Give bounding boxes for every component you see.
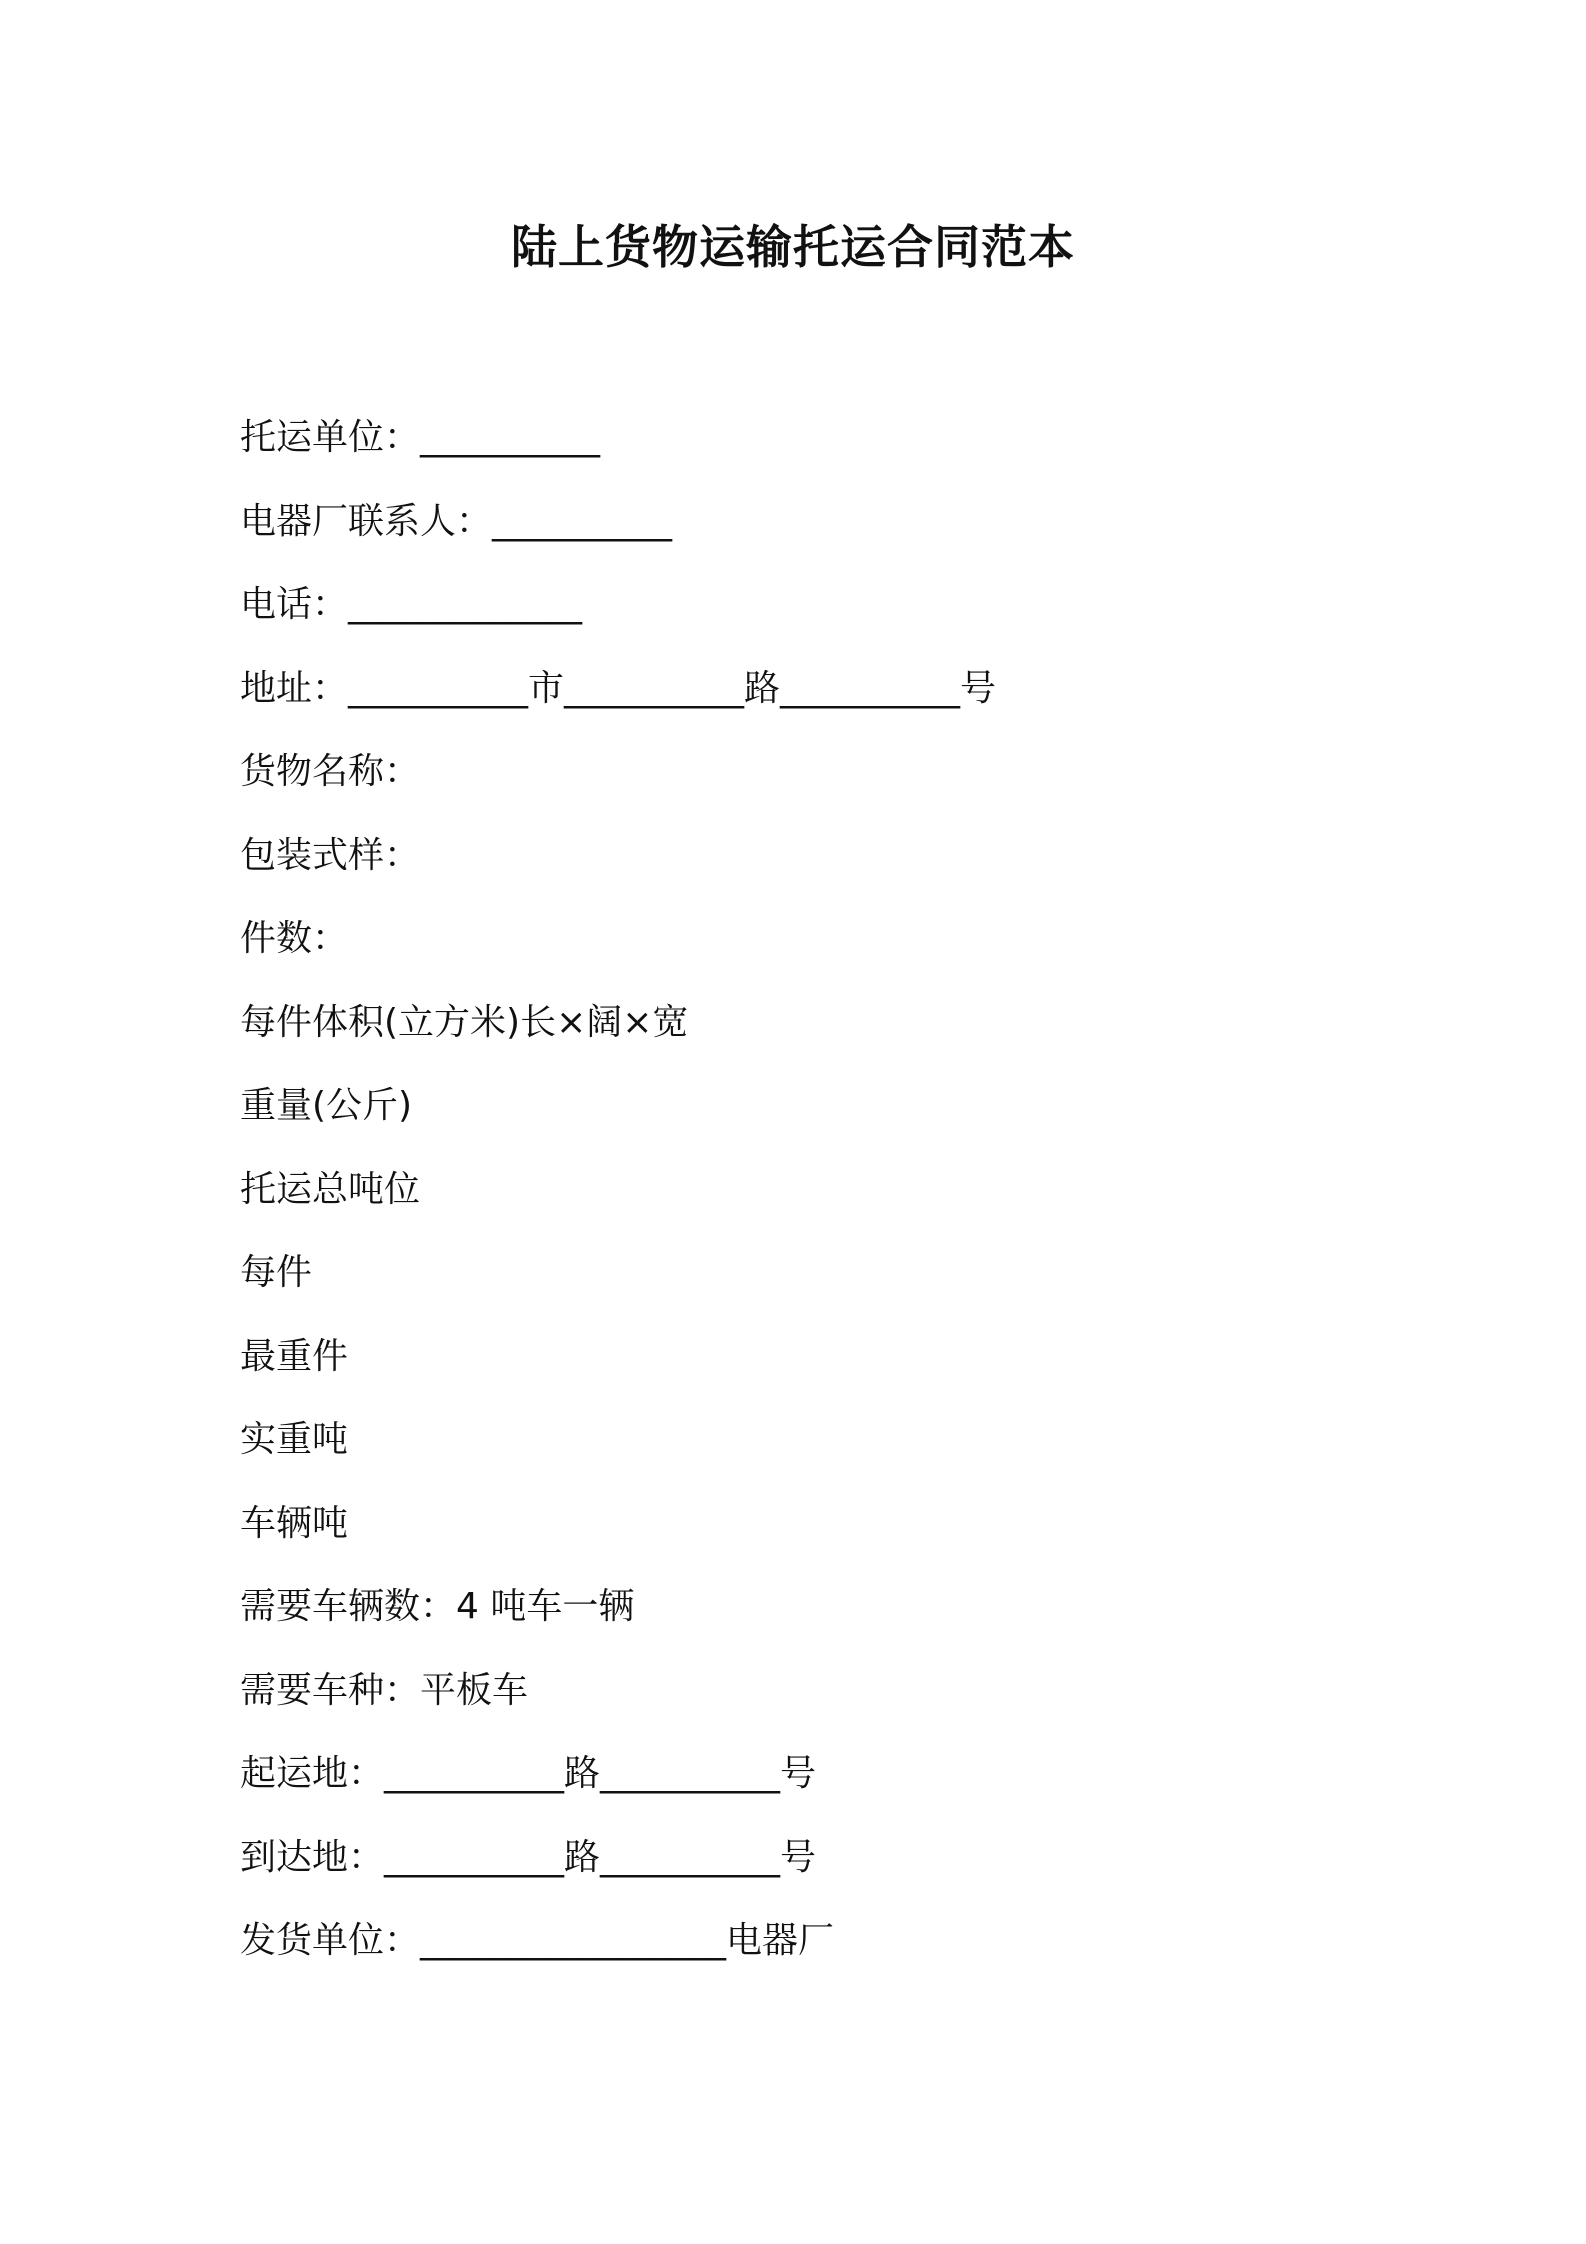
document-title: 陆上货物运输托运合同范本: [511, 220, 1075, 274]
goods-name-line: 货物名称：: [240, 751, 421, 792]
phone-line: 电话：_____________: [240, 584, 583, 625]
origin-line: 起运地：__________路__________号: [240, 1753, 817, 1794]
heaviest-piece-line: 最重件: [240, 1335, 349, 1377]
per-piece-line: 每件: [240, 1252, 313, 1293]
packaging-style-line: 包装式样：: [240, 834, 421, 876]
destination-line: 到达地：__________路__________号: [240, 1836, 817, 1878]
vehicle-tons-line: 车辆吨: [240, 1502, 349, 1544]
total-tonnage-line: 托运总吨位: [240, 1168, 421, 1210]
piece-count-line: 件数：: [240, 918, 349, 959]
actual-weight-tons-line: 实重吨: [240, 1419, 349, 1460]
volume-per-piece-line: 每件体积(立方米)长×阔×宽: [240, 1001, 689, 1043]
shipper-unit-line: 发货单位：_________________电器厂: [240, 1920, 835, 1961]
vehicles-required-line: 需要车辆数：4 吨车一辆: [240, 1586, 635, 1627]
vehicle-type-line: 需要车种：平板车: [240, 1669, 529, 1711]
address-line: 地址：__________市__________路__________号: [240, 667, 997, 709]
weight-line: 重量(公斤): [240, 1085, 413, 1126]
document-body: [240, 398, 1360, 1985]
consignor-unit-line: 托运单位：__________: [240, 417, 601, 458]
factory-contact-line: 电器厂联系人：__________: [240, 500, 673, 542]
